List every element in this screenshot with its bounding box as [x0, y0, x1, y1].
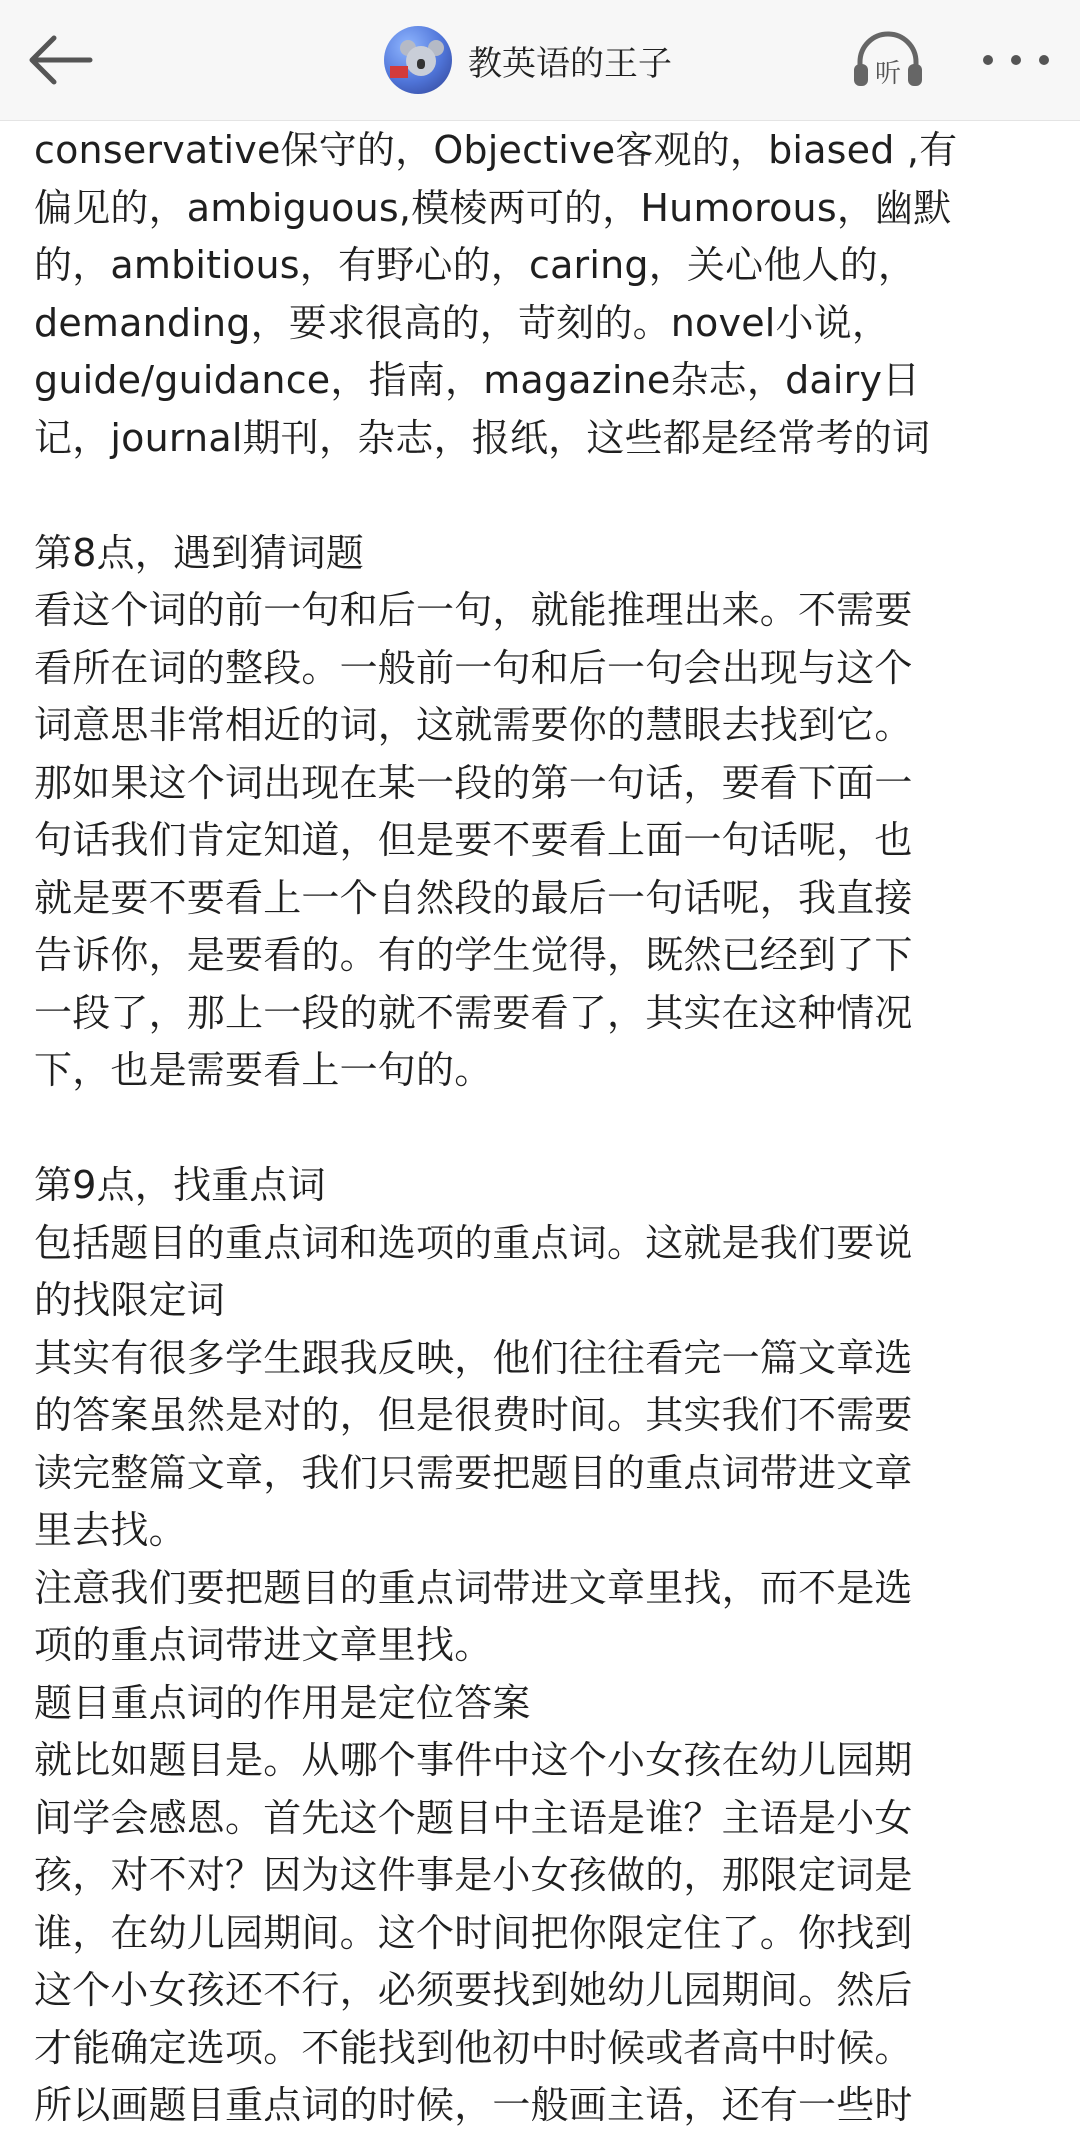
article-line: 下，也是需要看上一句的。 [34, 1048, 493, 1092]
more-button[interactable] [976, 24, 1056, 96]
article-line: 孩，对不对？因为这件事是小女孩做的，那限定词是 [34, 1853, 913, 1897]
article-line: 偏见的，ambiguous,模棱两可的，Humorous，幽默 [34, 185, 952, 230]
back-button[interactable] [24, 24, 104, 96]
article-line: 所以画题目重点词的时候，一般画主语，还有一些时 [34, 2083, 913, 2127]
article-line: 谁，在幼儿园期间。这个时间把你限定住了。你找到 [34, 1910, 913, 1955]
article-body [34, 122, 1058, 2135]
article-line: 题目重点词的作用是定位答案 [34, 1680, 531, 1725]
article-line: 其实有很多学生跟我反映，他们往往看完一篇文章选 [34, 1335, 913, 1380]
article-line: 包括题目的重点词和选项的重点词。这就是我们要说 [34, 1220, 913, 1265]
article-line: guide/guidance，指南，magazine杂志，dairy日 [34, 358, 921, 402]
author-info[interactable] [384, 24, 672, 96]
article-line: 句话我们肯定知道，但是要不要看上面一句话呢，也 [34, 818, 913, 862]
article-line: 词意思非常相近的词，这就需要你的慧眼去找到它。 [34, 703, 913, 747]
article-line: 告诉你，是要看的。有的学生觉得，既然已经到了下 [34, 933, 913, 977]
article-line: 的找限定词 [34, 1278, 226, 1322]
listen-button[interactable] [850, 24, 926, 96]
top-bar [0, 0, 1080, 121]
headphones-icon [850, 28, 926, 92]
article-line: 记，journal期刊，杂志，报纸，这些都是经常考的词 [34, 415, 931, 460]
article-line: 这个小女孩还不行，必须要找到她幼儿园期间。然后 [34, 1968, 913, 2012]
article-line: 第8点，遇到猜词题 [34, 530, 364, 575]
article-line: 看这个词的前一句和后一句，就能推理出来。不需要 [34, 588, 913, 632]
article-line: 的答案虽然是对的，但是很费时间。其实我们不需要 [34, 1393, 913, 1437]
paragraph-gap [34, 467, 1058, 525]
article-line: 间学会感恩。首先这个题目中主语是谁？主语是小女 [34, 1795, 913, 1840]
article-line: 看所在词的整段。一般前一句和后一句会出现与这个 [34, 645, 913, 690]
arrow-left-icon [24, 32, 96, 88]
article-line: 里去找。 [34, 1508, 187, 1552]
article-line: 读完整篇文章，我们只需要把题目的重点词带进文章 [34, 1450, 913, 1495]
paragraph-gap [34, 1100, 1058, 1158]
article-line: 的，ambitious，有野心的，caring，关心他人的， [34, 243, 917, 287]
article-line: 项的重点词带进文章里找。 [34, 1623, 493, 1667]
author-name[interactable]: 教英语的王子 [468, 43, 672, 84]
more-dots-icon [980, 50, 1052, 70]
article-line: 那如果这个词出现在某一段的第一句话，要看下面一 [34, 760, 913, 805]
article-line: demanding，要求很高的，苛刻的。novel小说， [34, 300, 891, 345]
listen-label: 听 [874, 59, 902, 89]
article-line: 第9点，找重点词 [34, 1163, 326, 1207]
article-line: 就是要不要看上一个自然段的最后一句话呢，我直接 [34, 875, 913, 920]
article-line: 就比如题目是。从哪个事件中这个小女孩在幼儿园期 [34, 1738, 913, 1782]
article-line: 注意我们要把题目的重点词带进文章里找，而不是选 [34, 1565, 913, 1610]
article-line: 才能确定选项。不能找到他初中时候或者高中时候。 [34, 2025, 913, 2070]
article-line: conservative保守的，Objective客观的，biased ,有 [34, 128, 958, 172]
avatar[interactable] [384, 26, 452, 94]
article-line: 一段了，那上一段的就不需要看了，其实在这种情况 [34, 990, 913, 1035]
